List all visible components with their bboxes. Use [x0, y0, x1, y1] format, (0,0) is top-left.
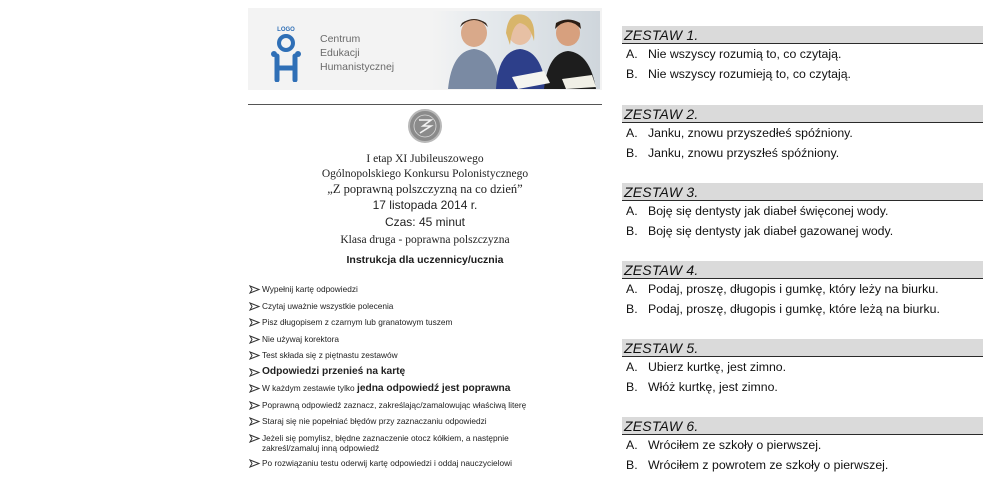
question-set-3: [622, 183, 983, 240]
ceh-logo: [268, 24, 304, 82]
option-text: Janku, znowu przyszedłeś spóźniony.: [648, 126, 853, 140]
organization-name: [320, 32, 430, 74]
arrow-bullet-icon: [248, 459, 262, 468]
instruction-item: [248, 399, 602, 416]
arrow-bullet-icon: [248, 285, 262, 294]
option-text: Wróciłem ze szkoły o pierwszej.: [648, 438, 822, 452]
instruction-text-line-2: zakreśl/zamaluj inną odpowiedź: [262, 442, 380, 453]
arrow-bullet-icon: [248, 302, 262, 311]
arrow-bullet-icon: [248, 434, 262, 443]
instruction-text: Staraj się nie popełniać błędów przy zaznaczaniu odpowiedzi: [262, 416, 487, 426]
option-text: Boję się dentysty jak diabeł gazowanej wody.: [648, 223, 894, 238]
students-photo: [432, 11, 600, 89]
option-letter: B.: [626, 145, 638, 160]
instruction-list: [248, 283, 602, 473]
option-text: Boję się dentysty jak diabeł święconej wody.: [648, 204, 889, 218]
set-label: ZESTAW 5.: [624, 340, 699, 356]
option-text: Nie wszyscy rozumieją to, co czytają.: [648, 66, 851, 81]
option-letter: B.: [626, 379, 638, 394]
instruction-text: Test składa się z piętnastu zestawów: [262, 350, 398, 360]
answer-option-a[interactable]: [622, 279, 983, 299]
question-set-2: [622, 105, 983, 162]
contest-seal-icon: [408, 109, 442, 143]
instruction-item: [248, 333, 602, 350]
header-divider: [248, 104, 602, 105]
option-text: Wróciłem z powrotem ze szkoły o pierwszej.: [648, 457, 889, 472]
answer-option-b[interactable]: [622, 221, 983, 241]
contest-date: 17 listopada 2014 r.: [372, 198, 478, 212]
org-line-2: Edukacji: [320, 47, 360, 59]
option-letter: A.: [626, 126, 638, 140]
instruction-text: Poprawną odpowiedź zaznacz, zakreślając/zamalowując właściwą literę: [262, 399, 527, 410]
set-label: ZESTAW 4.: [624, 262, 699, 278]
instruction-text-plain: W każdym zestawie tylko: [262, 383, 357, 393]
instruction-text: [262, 383, 510, 394]
option-text: Janku, znowu przyszłeś spóźniony.: [648, 145, 840, 160]
question-sets-page: [622, 0, 984, 496]
arrow-bullet-icon: [248, 318, 262, 327]
set-header: [622, 261, 983, 279]
set-label: ZESTAW 3.: [624, 184, 699, 200]
answer-option-a[interactable]: [622, 44, 983, 64]
question-set-4: [622, 261, 983, 318]
instruction-item: [248, 382, 602, 399]
contest-title: „Z poprawną polszczyzną na co dzień”: [327, 182, 523, 196]
class-label: Klasa druga - poprawna polszczyzna: [340, 234, 510, 246]
answer-option-b[interactable]: [622, 64, 983, 84]
org-line-1: Centrum: [320, 33, 361, 45]
option-letter: A.: [626, 282, 638, 296]
intro-line-2: Ogólnopolskiego Konkursu Polonistycznego: [321, 168, 529, 180]
option-letter: B.: [626, 301, 638, 316]
answer-option-a[interactable]: [622, 201, 983, 221]
option-letter: A.: [626, 360, 638, 374]
option-letter: B.: [626, 66, 638, 81]
intro-line-1: I etap XI Jubileuszowego: [366, 153, 484, 165]
option-text: Podaj, proszę, długopis i gumkę, które leżą na biurku.: [648, 301, 940, 316]
instruction-item: [248, 366, 602, 383]
question-set-1: [622, 26, 983, 83]
arrow-bullet-icon: [248, 401, 262, 410]
answer-option-a[interactable]: [622, 435, 983, 455]
answer-option-a[interactable]: [622, 357, 983, 377]
arrow-bullet-icon: [248, 384, 262, 393]
answer-option-b[interactable]: [622, 377, 983, 397]
question-set-6: [622, 417, 983, 474]
set-label: ZESTAW 2.: [624, 106, 699, 122]
exam-cover-page: [248, 0, 604, 496]
set-header: [622, 183, 983, 201]
instruction-text: [262, 433, 509, 453]
page-header: [248, 8, 602, 90]
answer-option-b[interactable]: [622, 143, 983, 163]
instruction-text: Wypełnij kartę odpowiedzi: [262, 284, 358, 294]
instruction-text-line-1: Jeżeli się pomylisz, błędne zaznaczenie otocz kółkiem, a następnie: [262, 432, 509, 443]
set-header: [622, 417, 983, 435]
set-label: ZESTAW 1.: [624, 27, 699, 43]
instruction-item: [248, 283, 602, 300]
instruction-text: Po rozwiązaniu testu oderwij kartę odpowiedzi i oddaj nauczycielowi: [262, 457, 512, 468]
instruction-text: Odpowiedzi przenieś na kartę: [262, 365, 406, 377]
option-letter: A.: [626, 204, 638, 218]
option-text: Ubierz kurtkę, jest zimno.: [648, 360, 787, 374]
instruction-item: [248, 300, 602, 317]
question-set-5: [622, 339, 983, 396]
set-header: [622, 105, 983, 123]
set-header: [622, 339, 983, 357]
option-text: Podaj, proszę, długopis i gumkę, który leży na biurku.: [648, 282, 939, 296]
answer-option-b[interactable]: [622, 455, 983, 475]
answer-option-a[interactable]: [622, 123, 983, 143]
answer-option-b[interactable]: [622, 299, 983, 319]
instruction-item: [248, 457, 602, 474]
contest-intro: [248, 152, 602, 248]
set-label: ZESTAW 6.: [624, 418, 699, 434]
instruction-text: Pisz długopisem z czarnym lub granatowym tuszem: [262, 317, 453, 327]
option-letter: B.: [626, 457, 638, 472]
contest-time: Czas: 45 minut: [384, 215, 466, 229]
instruction-text-emphasis: jedna odpowiedź jest poprawna: [356, 383, 511, 394]
option-letter: A.: [626, 438, 638, 452]
svg-text:LOGO: LOGO: [277, 27, 295, 33]
instruction-item: [248, 432, 602, 457]
instruction-text: Czytaj uważnie wszystkie polecenia: [262, 300, 394, 311]
option-letter: B.: [626, 223, 638, 238]
instruction-heading: Instrukcja dla uczennicy/ucznia: [346, 254, 504, 266]
arrow-bullet-icon: [248, 417, 262, 426]
arrow-bullet-icon: [248, 351, 262, 360]
option-text: Nie wszyscy rozumią to, co czytają.: [648, 47, 842, 61]
set-header: [622, 26, 983, 44]
org-line-3: Humanistycznej: [320, 61, 395, 73]
option-letter: A.: [626, 47, 638, 61]
arrow-bullet-icon: [248, 335, 262, 344]
instruction-item: [248, 415, 602, 432]
instruction-item: [248, 349, 602, 366]
instruction-item: [248, 316, 602, 333]
option-text: Włóż kurtkę, jest zimno.: [648, 379, 778, 394]
instruction-text: Nie używaj korektora: [262, 333, 340, 344]
arrow-bullet-icon: [248, 368, 262, 377]
